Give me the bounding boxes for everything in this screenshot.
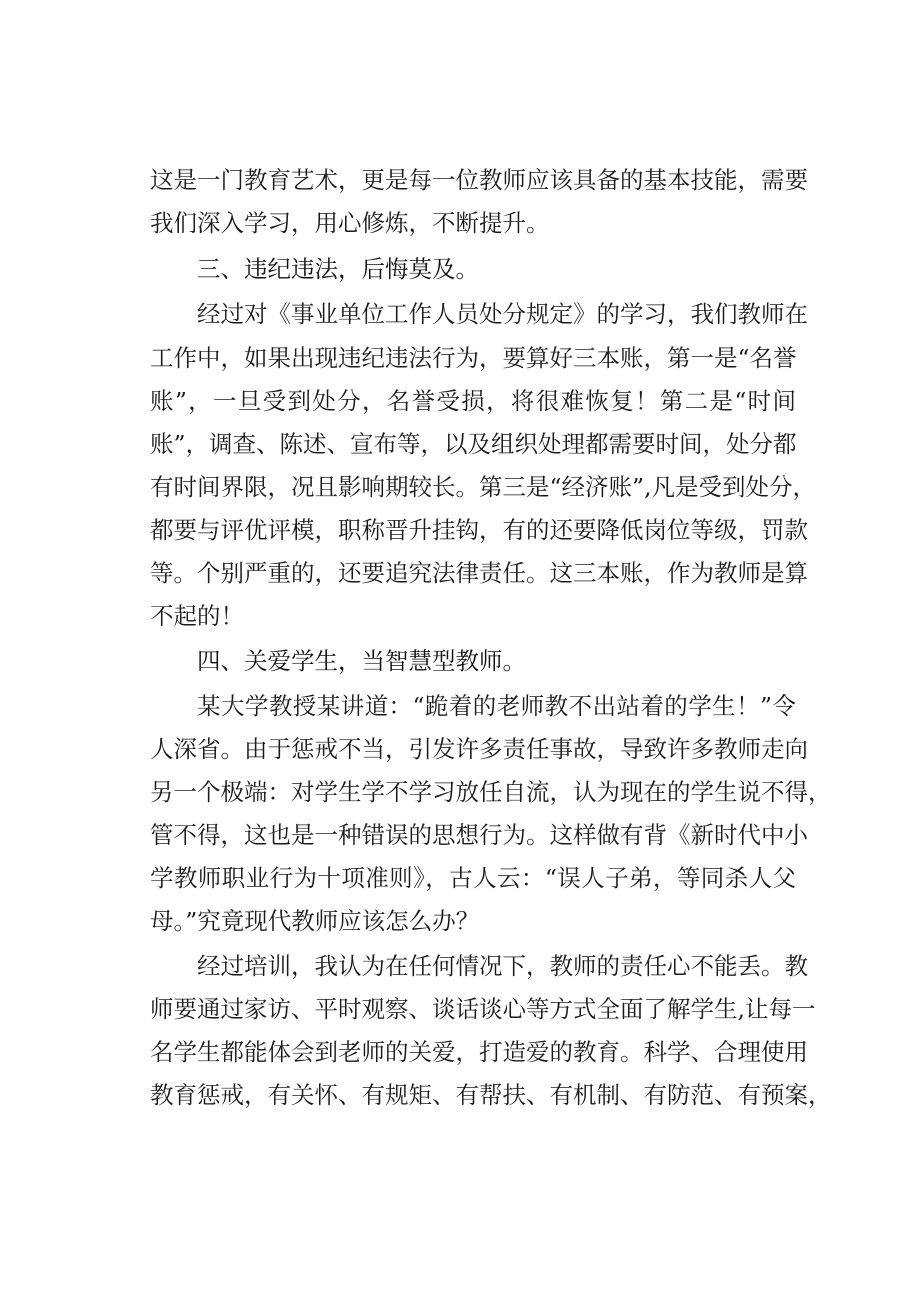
section-heading: 三、违纪违法，后悔莫及。 (197, 255, 479, 283)
paragraph-line: 有时间界限，况且影响期较长。第三是“经济账”,凡是受到处分， (150, 473, 816, 501)
section-heading: 四、关爱学生，当智慧型教师。 (197, 647, 526, 675)
paragraph-line: 账”，调查、陈述、宣布等，以及组织处理都需要时间，处分都 (150, 430, 797, 458)
paragraph-line: 管不得，这也是一种错误的思想行为。这样做有背《新时代中小 (150, 821, 808, 849)
paragraph-line: 工作中，如果出现违纪违法行为，要算好三本账，第一是“名誉 (150, 344, 797, 372)
paragraph-line: 学教师职业行为十项准则》，古人云：“误人子弟，等同杀人父 (150, 864, 796, 892)
paragraph-line: 人深省。由于惩戒不当，引发许多责任事故，导致许多教师走向 (150, 735, 808, 763)
paragraph-line: 等。个别严重的，还要追究法律责任。这三本账，作为教师是算 (150, 559, 808, 587)
paragraph-line: 经过培训，我认为在任何情况下，教师的责任心不能丢。教 (197, 952, 808, 980)
paragraph-line: 账”，一旦受到处分，名誉受损，将很难恢复！第二是“时间 (150, 387, 796, 415)
paragraph-line: 母。”究竟现代教师应该怎么办？ (150, 907, 480, 935)
paragraph-line: 某大学教授某讲道：“跪着的老师教不出站着的学生！”令 (197, 692, 796, 720)
paragraph-line: 教育惩戒，有关怀、有规矩、有帮扶、有机制、有防范、有预案， (150, 1081, 832, 1109)
paragraph-line: 经过对《事业单位工作人员处分规定》的学习，我们教师在 (197, 300, 808, 328)
paragraph-line: 不起的！ (150, 602, 244, 630)
paragraph-line: 我们深入学习，用心修炼，不断提升。 (150, 209, 550, 237)
paragraph-line: 都要与评优评模，职称晋升挂钩，有的还要降低岗位等级，罚款 (150, 516, 808, 544)
paragraph-line: 这是一门教育艺术，更是每一位教师应该具备的基本技能，需要 (150, 166, 808, 194)
paragraph-line: 师要通过家访、平时观察、谈话谈心等方式全面了解学生,让每一 (150, 995, 816, 1023)
paragraph-line: 名学生都能体会到老师的关爱，打造爱的教育。科学、合理使用 (150, 1038, 808, 1066)
paragraph-line: 另一个极端：对学生学不学习放任自流，认为现在的学生说不得， (150, 778, 832, 806)
